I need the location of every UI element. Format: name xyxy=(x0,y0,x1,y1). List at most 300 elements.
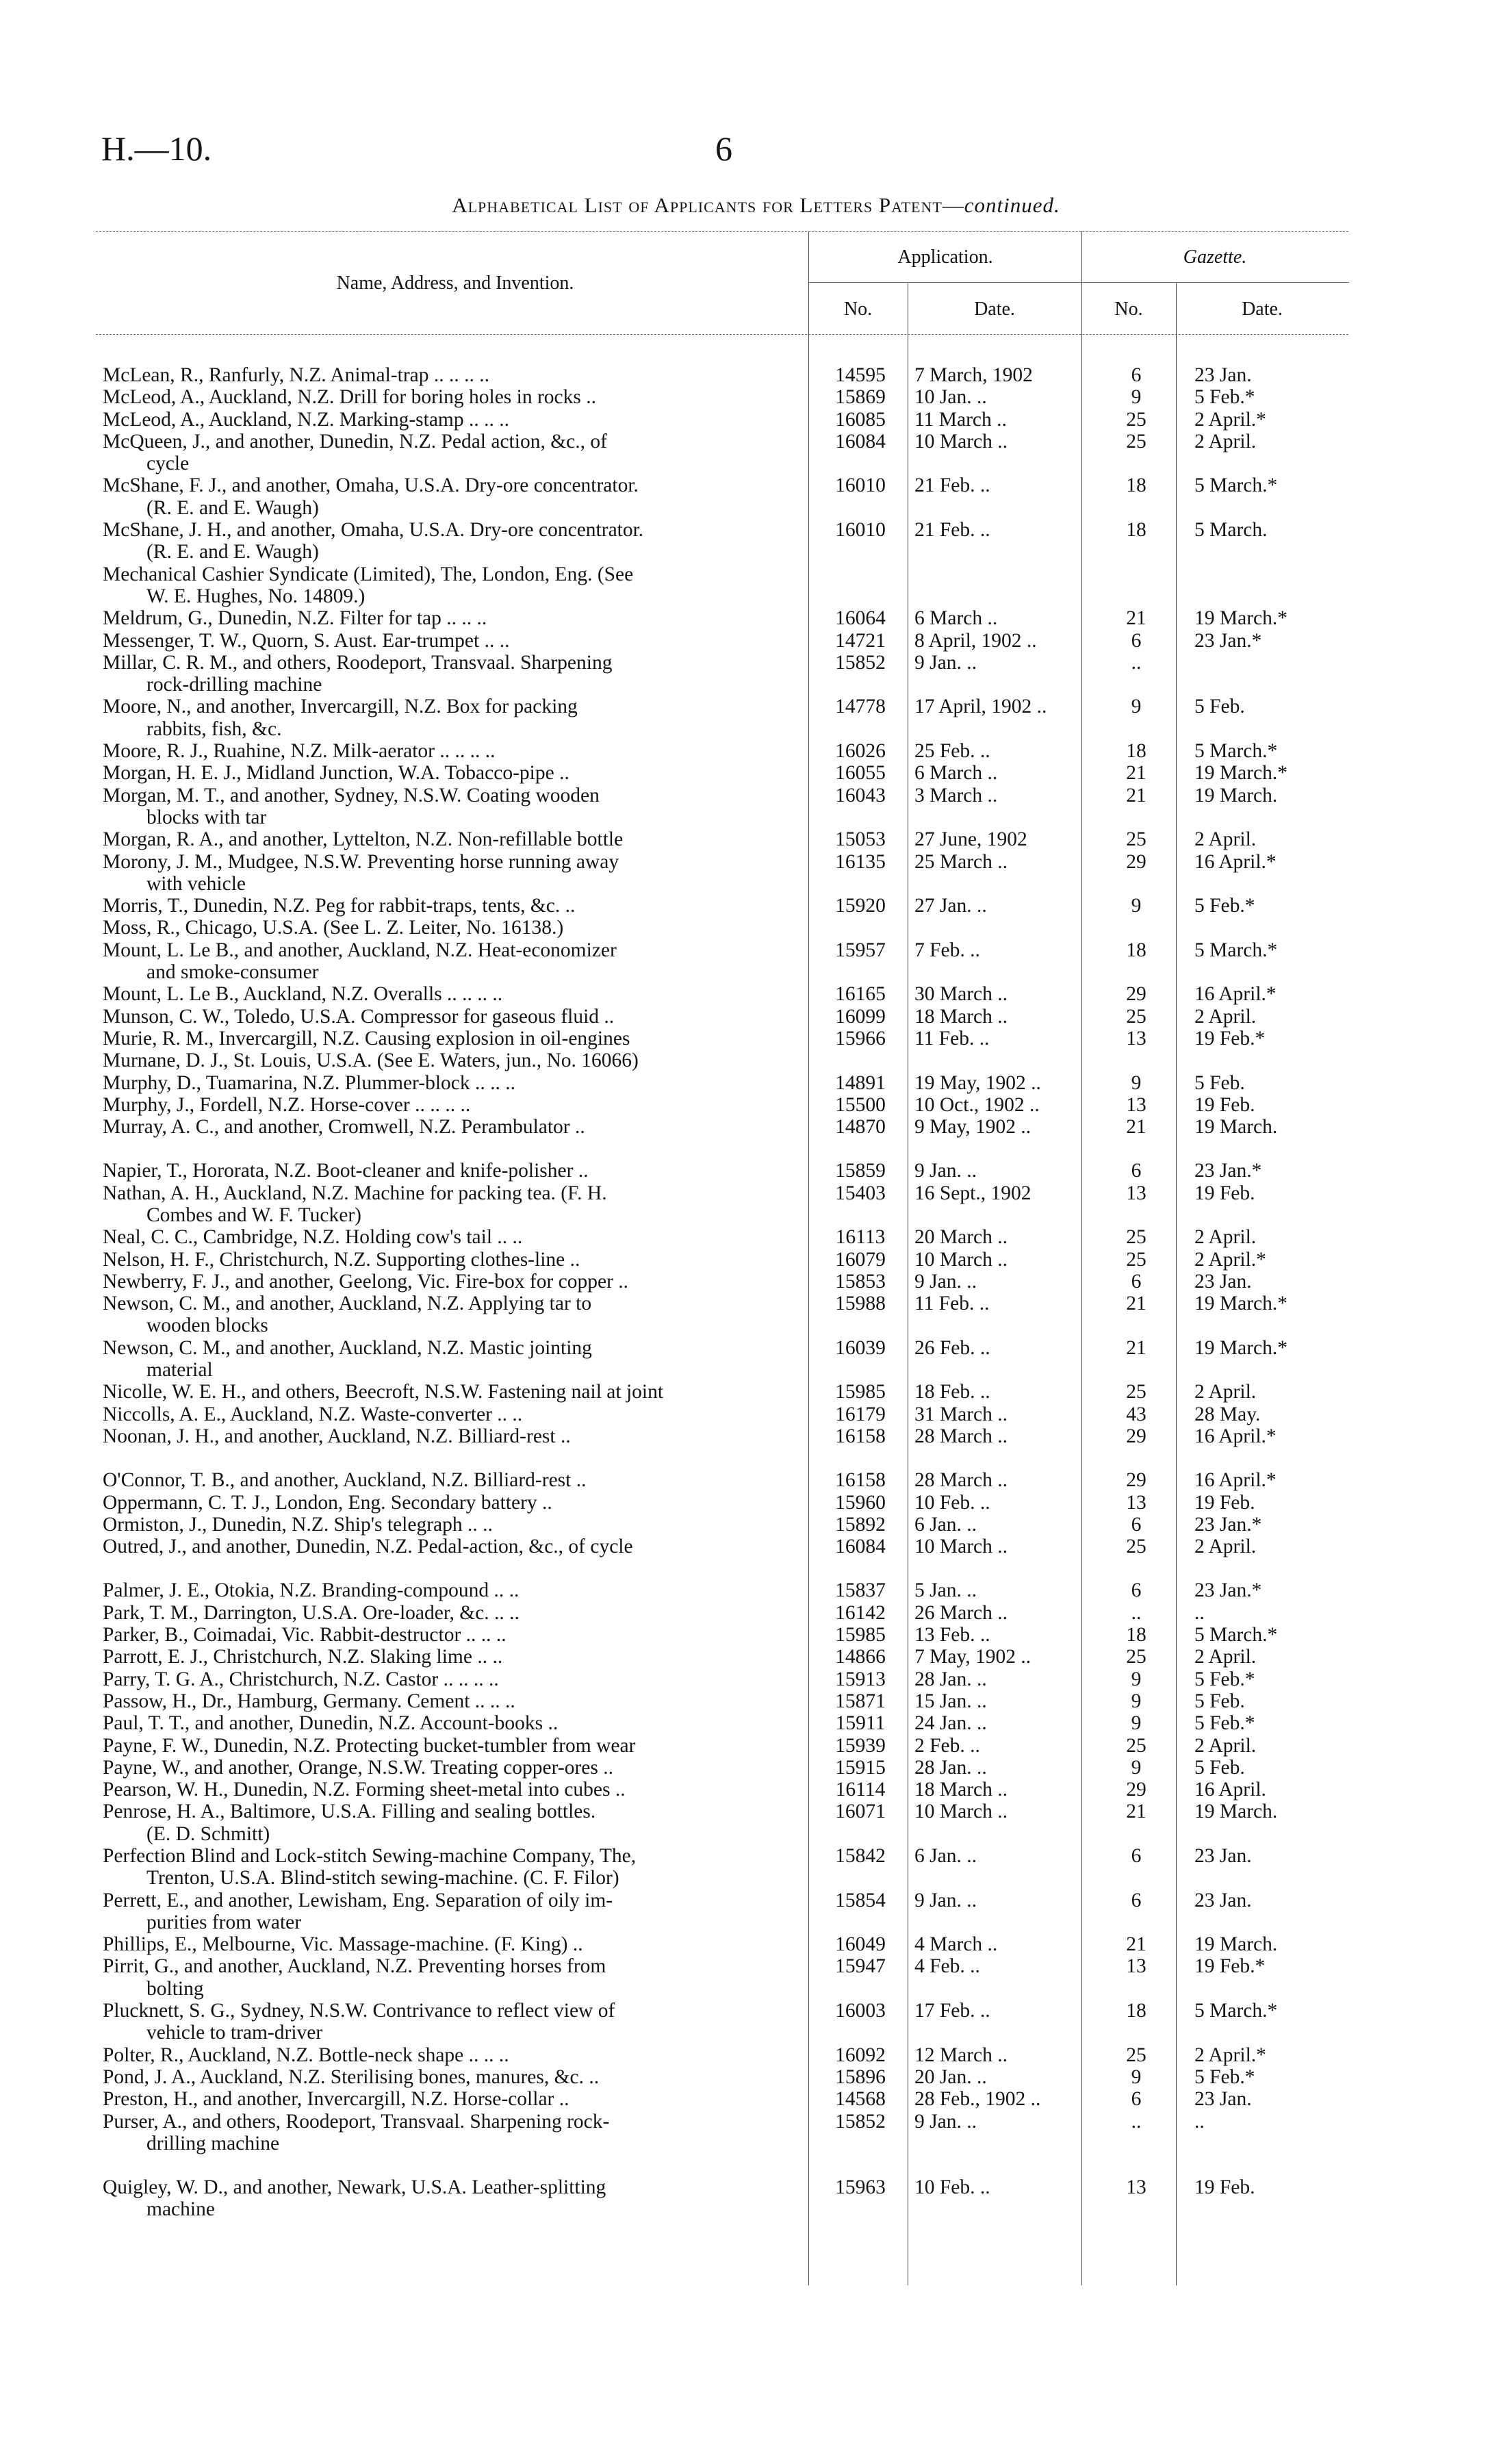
table-row xyxy=(0,386,1512,408)
gazette-number: 6 xyxy=(1131,1889,1142,1911)
gazette-number: 18 xyxy=(1126,474,1146,497)
title-suffix: continued. xyxy=(964,193,1060,217)
applicant-line-1: Paul, T. T., and another, Dunedin, N.Z. Account-books .. xyxy=(103,1712,559,1735)
applicant-line-1: Outred, J., and another, Dunedin, N.Z. Pedal-action, &c., of cycle xyxy=(103,1536,633,1558)
table-row xyxy=(0,1668,1512,1690)
applicant-line-1: Neal, C. C., Cambridge, N.Z. Holding cow's tail .. .. xyxy=(103,1226,523,1249)
applicant-line-1: Munson, C. W., Toledo, U.S.A. Compressor for gaseous fluid .. xyxy=(103,1005,615,1028)
applicant-entry xyxy=(103,2176,799,2221)
gazette-date: 16 April.* xyxy=(1194,1469,1277,1492)
application-number: 16084 xyxy=(835,1536,886,1558)
applicant-entry xyxy=(103,1050,799,1071)
applicant-entry xyxy=(103,917,799,939)
applicant-line-1: McQueen, J., and another, Dunedin, N.Z. Pedal action, &c., of xyxy=(103,430,607,453)
gazette-date: 23 Jan. xyxy=(1194,364,1252,386)
applicant-entry xyxy=(103,1381,799,1403)
application-date: 31 March .. xyxy=(914,1403,1008,1425)
gazette-date: 2 April. xyxy=(1194,1646,1257,1668)
gazette-number: 6 xyxy=(1131,1513,1142,1536)
gazette-date: 19 Feb. xyxy=(1194,1491,1255,1514)
table-row xyxy=(0,1690,1512,1712)
table-row xyxy=(0,2044,1512,2066)
applicant-line-1: Plucknett, S. G., Sydney, N.S.W. Contrivance to reflect view of xyxy=(103,2000,615,2022)
gazette-number: 13 xyxy=(1126,1027,1146,1050)
gazette-date: 23 Jan. xyxy=(1194,2088,1252,2111)
gazette-date: 19 March. xyxy=(1194,1801,1278,1823)
table-row xyxy=(0,1116,1512,1138)
applicant-line-1: McLeod, A., Auckland, N.Z. Drill for boring holes in rocks .. xyxy=(103,386,596,409)
applicant-entry xyxy=(103,762,799,784)
gazette-number: 18 xyxy=(1126,2000,1146,2022)
gazette-number: 9 xyxy=(1131,1668,1142,1690)
applicant-line-1: Newberry, F. J., and another, Geelong, Vic. Fire-box for copper .. xyxy=(103,1270,629,1293)
application-number: 16049 xyxy=(835,1933,886,1956)
header-gaz-date: Date. xyxy=(1242,298,1283,320)
gazette-number: 25 xyxy=(1126,1005,1146,1028)
application-number: 16113 xyxy=(835,1226,886,1249)
application-number: 15957 xyxy=(835,939,886,961)
application-date: 25 Feb. .. xyxy=(914,740,990,763)
application-date: 18 March .. xyxy=(914,1005,1008,1028)
applicant-entry xyxy=(103,1801,799,1845)
applicant-entry xyxy=(103,1890,799,1934)
header-bottom-rule xyxy=(96,334,1348,335)
header-name: Name, Address, and Invention. xyxy=(336,272,574,294)
application-number: 15853 xyxy=(835,1270,886,1293)
application-number: 15852 xyxy=(835,651,886,674)
application-date: 9 Jan. .. xyxy=(914,2110,977,2133)
application-date: 15 Jan. .. xyxy=(914,1690,987,1712)
gazette-number: 6 xyxy=(1131,629,1142,652)
applicant-line-2: (R. E. and E. Waugh) xyxy=(146,496,319,519)
table-row xyxy=(0,1933,1512,1955)
application-date: 3 March .. xyxy=(914,784,998,806)
applicant-line-1: Mechanical Cashier Syndicate (Limited), The, London, Eng. (See xyxy=(103,563,634,585)
applicant-line-1: McShane, J. H., and another, Omaha, U.S.A. Dry-ore concentrator. xyxy=(103,519,644,542)
applicant-entry xyxy=(103,1933,799,1955)
applicant-line-1: Palmer, J. E., Otokia, N.Z. Branding-compound .. .. xyxy=(103,1579,520,1602)
header-app-no: No. xyxy=(843,298,873,320)
applicant-entry xyxy=(103,895,799,917)
table-row xyxy=(0,409,1512,431)
applicant-entry xyxy=(103,1757,799,1779)
applicant-entry xyxy=(103,630,799,652)
application-number: 15869 xyxy=(835,386,886,409)
applicant-list xyxy=(0,364,1512,2221)
application-number: 16085 xyxy=(835,408,886,431)
gazette-number: .. xyxy=(1131,2110,1142,2133)
applicant-line-2: Combes and W. F. Tucker) xyxy=(146,1204,361,1226)
gazette-date: 2 April. xyxy=(1194,1734,1257,1757)
application-number: 16064 xyxy=(835,607,886,630)
applicant-line-1: Quigley, W. D., and another, Newark, U.S.A. Leather-splitting xyxy=(103,2176,606,2199)
application-number: 16158 xyxy=(835,1425,886,1447)
application-number: 16043 xyxy=(835,784,886,806)
applicant-line-2: and smoke-consumer xyxy=(146,961,319,984)
applicant-entry xyxy=(103,1182,799,1227)
header-app-date: Date. xyxy=(974,298,1015,320)
table-row xyxy=(0,785,1512,829)
application-date: 10 March .. xyxy=(914,1248,1008,1271)
gazette-number: 25 xyxy=(1126,1734,1146,1757)
gazette-number: 6 xyxy=(1131,2088,1142,2111)
gazette-number: .. xyxy=(1131,651,1142,674)
gazette-number: 9 xyxy=(1131,1690,1142,1712)
applicant-line-1: Nelson, H. F., Christchurch, N.Z. Supporting clothes-line .. xyxy=(103,1248,580,1271)
section-gap xyxy=(0,2154,1512,2176)
applicant-line-1: Passow, H., Dr., Hamburg, Germany. Cement .. .. .. xyxy=(103,1690,515,1712)
table-row xyxy=(0,1072,1512,1094)
application-number: 15892 xyxy=(835,1513,886,1536)
gazette-date: 19 March.* xyxy=(1194,1293,1287,1315)
application-date: 10 March .. xyxy=(914,1536,1008,1558)
applicant-line-1: Mount, L. Le B., and another, Auckland, N.Z. Heat-economizer xyxy=(103,939,617,961)
applicant-line-1: Napier, T., Hororata, N.Z. Boot-cleaner and knife-polisher .. xyxy=(103,1160,589,1182)
application-number: 16114 xyxy=(835,1779,886,1801)
application-date: 7 Feb. .. xyxy=(914,939,980,961)
table-row xyxy=(0,563,1512,608)
gazette-date: 19 Feb.* xyxy=(1194,1955,1266,1978)
table-row xyxy=(0,983,1512,1005)
applicant-entry xyxy=(103,431,799,475)
application-number: 14866 xyxy=(835,1646,886,1668)
application-date: 16 Sept., 1902 xyxy=(914,1182,1032,1204)
applicant-entry xyxy=(103,364,799,386)
applicant-line-2: blocks with tar xyxy=(146,806,267,828)
application-date: 26 Feb. .. xyxy=(914,1336,990,1359)
application-date: 28 Jan. .. xyxy=(914,1756,987,1779)
table-row xyxy=(0,2000,1512,2044)
gazette-date: 5 Feb.* xyxy=(1194,2065,1255,2088)
table-row xyxy=(0,1381,1512,1403)
applicant-entry xyxy=(103,652,799,696)
gazette-number: 9 xyxy=(1131,1756,1142,1779)
gazette-number: 9 xyxy=(1131,1712,1142,1735)
application-date: 19 May, 1902 .. xyxy=(914,1071,1041,1094)
applicant-line-1: Ormiston, J., Dunedin, N.Z. Ship's telegraph .. .. xyxy=(103,1513,493,1536)
applicant-entry xyxy=(103,1271,799,1293)
applicant-line-1: Perrett, E., and another, Lewisham, Eng. Separation of oily im- xyxy=(103,1889,613,1911)
applicant-line-1: McLeod, A., Auckland, N.Z. Marking-stamp .. .. .. xyxy=(103,408,510,431)
applicant-entry xyxy=(103,2044,799,2066)
table-row xyxy=(0,1182,1512,1227)
application-date: 9 Jan. .. xyxy=(914,1160,977,1182)
applicant-line-1: Pirrit, G., and another, Auckland, N.Z. Preventing horses from xyxy=(103,1955,606,1978)
application-number: 15500 xyxy=(835,1093,886,1116)
gazette-date: 5 Feb.* xyxy=(1194,1668,1255,1690)
applicant-entry xyxy=(103,1469,799,1491)
application-number: 16179 xyxy=(835,1403,886,1425)
applicant-entry xyxy=(103,1646,799,1668)
applicant-line-2: W. E. Hughes, No. 14809.) xyxy=(146,585,366,607)
table-row xyxy=(0,828,1512,850)
page-title xyxy=(0,193,1512,218)
gazette-date: .. xyxy=(1194,1601,1205,1624)
table-row xyxy=(0,607,1512,629)
application-date: 9 Jan. .. xyxy=(914,1889,977,1911)
table-row xyxy=(0,1160,1512,1182)
applicant-line-1: Nicolle, W. E. H., and others, Beecroft, N.S.W. Fastening nail at joint xyxy=(103,1381,664,1403)
table-row xyxy=(0,1425,1512,1447)
applicant-line-1: Parry, T. G. A., Christchurch, N.Z. Castor .. .. .. .. xyxy=(103,1668,499,1690)
gazette-number: 29 xyxy=(1126,1779,1146,1801)
applicant-line-1: Payne, W., and another, Orange, N.S.W. Treating copper-ores .. xyxy=(103,1756,613,1779)
gazette-number: 21 xyxy=(1126,1933,1146,1956)
applicant-entry xyxy=(103,1668,799,1690)
gazette-number: 6 xyxy=(1131,1270,1142,1293)
application-date: 9 Jan. .. xyxy=(914,1270,977,1293)
table-row xyxy=(0,1337,1512,1382)
table-row xyxy=(0,364,1512,386)
gazette-date: 19 March. xyxy=(1194,1116,1278,1139)
gazette-number: 29 xyxy=(1126,1425,1146,1447)
document-code: H.—10. xyxy=(101,129,212,168)
gazette-number: 9 xyxy=(1131,2065,1142,2088)
applicant-entry xyxy=(103,828,799,850)
application-date: 25 March .. xyxy=(914,850,1008,873)
application-number: 14891 xyxy=(835,1071,886,1094)
application-number: 16084 xyxy=(835,430,886,453)
applicant-entry xyxy=(103,1160,799,1182)
applicant-line-2: with vehicle xyxy=(146,872,246,895)
applicant-entry xyxy=(103,2066,799,2088)
application-date: 28 Feb., 1902 .. xyxy=(914,2088,1041,2111)
gazette-number: 21 xyxy=(1126,784,1146,806)
gazette-date: 5 March.* xyxy=(1194,939,1278,961)
application-date: 18 Feb. .. xyxy=(914,1381,990,1403)
applicant-line-1: Meldrum, G., Dunedin, N.Z. Filter for tap .. .. .. xyxy=(103,607,487,630)
applicant-entry xyxy=(103,1492,799,1514)
gazette-date: 5 Feb. xyxy=(1194,1071,1245,1094)
table-row xyxy=(0,1579,1512,1601)
table-row xyxy=(0,762,1512,784)
gazette-date: 19 Feb. xyxy=(1194,1182,1255,1204)
application-date: 28 March .. xyxy=(914,1469,1008,1492)
applicant-entry xyxy=(103,1249,799,1271)
gazette-number: 25 xyxy=(1126,1646,1146,1668)
applicant-line-1: Purser, A., and others, Roodeport, Transvaal. Sharpening rock- xyxy=(103,2110,610,2133)
gazette-date: 19 March.* xyxy=(1194,762,1287,785)
application-date: 10 March .. xyxy=(914,430,1008,453)
application-number: 15985 xyxy=(835,1381,886,1403)
application-date: 20 Jan. .. xyxy=(914,2065,987,2088)
applicant-entry xyxy=(103,1624,799,1646)
application-date: 4 Feb. .. xyxy=(914,1955,980,1978)
gazette-number: 29 xyxy=(1126,850,1146,873)
application-number: 15403 xyxy=(835,1182,886,1204)
gazette-number: 25 xyxy=(1126,1226,1146,1249)
gazette-date: 19 Feb. xyxy=(1194,1093,1255,1116)
table-top-rule xyxy=(96,231,1348,232)
table-row xyxy=(0,1845,1512,1890)
table-row xyxy=(0,1779,1512,1801)
application-date: 27 June, 1902 xyxy=(914,828,1027,851)
applicant-entry xyxy=(103,563,799,608)
table-row xyxy=(0,696,1512,740)
gazette-number: 9 xyxy=(1131,1071,1142,1094)
application-number: 16026 xyxy=(835,740,886,763)
gazette-number: 21 xyxy=(1126,1801,1146,1823)
gazette-number: .. xyxy=(1131,1601,1142,1624)
table-row xyxy=(0,1271,1512,1293)
gazette-date: 2 April.* xyxy=(1194,2044,1266,2066)
application-number: 16092 xyxy=(835,2044,886,2066)
table-row xyxy=(0,1890,1512,1934)
applicant-entry xyxy=(103,2000,799,2044)
applicant-line-1: Morris, T., Dunedin, N.Z. Peg for rabbit-traps, tents, &c. .. xyxy=(103,895,576,917)
gazette-number: 21 xyxy=(1126,1336,1146,1359)
application-date: 10 Feb. .. xyxy=(914,2176,990,2199)
applicant-line-2: Trenton, U.S.A. Blind-stitch sewing-machine. (C. F. Filor) xyxy=(146,1867,619,1890)
application-number: 15859 xyxy=(835,1160,886,1182)
applicant-entry xyxy=(103,1712,799,1734)
section-gap xyxy=(0,1138,1512,1160)
applicant-entry xyxy=(103,851,799,895)
application-date: 28 Jan. .. xyxy=(914,1668,987,1690)
applicant-line-2: machine xyxy=(146,2198,215,2221)
application-number: 14568 xyxy=(835,2088,886,2111)
gazette-date: 19 March. xyxy=(1194,1933,1278,1956)
applicant-line-1: Park, T. M., Darrington, U.S.A. Ore-loader, &c. .. .. xyxy=(103,1601,520,1624)
application-date: 17 April, 1902 .. xyxy=(914,696,1047,718)
table-row xyxy=(0,1624,1512,1646)
applicant-entry xyxy=(103,1293,799,1337)
table-row xyxy=(0,1249,1512,1271)
table-row xyxy=(0,1602,1512,1624)
gazette-date: 2 April. xyxy=(1194,1226,1257,1249)
applicant-line-1: O'Connor, T. B., and another, Auckland, N.Z. Billiard-rest .. xyxy=(103,1469,587,1492)
applicant-line-1: Murphy, D., Tuamarina, N.Z. Plummer-block .. .. .. xyxy=(103,1071,516,1094)
table-row xyxy=(0,1801,1512,1845)
page-number: 6 xyxy=(715,129,732,168)
table-row xyxy=(0,740,1512,762)
applicant-line-1: Perfection Blind and Lock-stitch Sewing-machine Company, The, xyxy=(103,1845,637,1867)
application-number: 15939 xyxy=(835,1734,886,1757)
table-row xyxy=(0,1028,1512,1050)
gazette-date: 23 Jan.* xyxy=(1194,1513,1262,1536)
gazette-number: 9 xyxy=(1131,386,1142,409)
applicant-line-2: purities from water xyxy=(146,1911,302,1933)
application-date: 24 Jan. .. xyxy=(914,1712,987,1735)
gazette-number: 21 xyxy=(1126,1293,1146,1315)
application-date: 20 March .. xyxy=(914,1226,1008,1249)
gazette-number: 18 xyxy=(1126,1624,1146,1646)
applicant-line-1: Pearson, W. H., Dunedin, N.Z. Forming sheet-metal into cubes .. xyxy=(103,1779,626,1801)
gazette-number: 25 xyxy=(1126,1381,1146,1403)
applicant-line-1: Murphy, J., Fordell, N.Z. Horse-cover .. .. .. .. xyxy=(103,1093,471,1116)
application-number: 15913 xyxy=(835,1668,886,1690)
applicant-entry xyxy=(103,1955,799,2000)
application-date: 30 March .. xyxy=(914,983,1008,1006)
application-number: 14595 xyxy=(835,364,886,386)
applicant-entry xyxy=(103,386,799,408)
applicant-line-2: material xyxy=(146,1359,213,1382)
applicant-line-2: drilling machine xyxy=(146,2132,280,2154)
gazette-number: 25 xyxy=(1126,1536,1146,1558)
application-number: 16039 xyxy=(835,1336,886,1359)
gazette-date: 23 Jan. xyxy=(1194,1845,1252,1867)
gazette-date: 19 March.* xyxy=(1194,1336,1287,1359)
gazette-date: 19 Feb.* xyxy=(1194,1027,1266,1050)
application-date: 6 Jan. .. xyxy=(914,1845,977,1867)
application-date: 11 Feb. .. xyxy=(914,1293,990,1315)
application-date: 12 March .. xyxy=(914,2044,1008,2066)
applicant-line-1: Millar, C. R. M., and others, Roodeport, Transvaal. Sharpening xyxy=(103,651,613,674)
gazette-date: 16 April.* xyxy=(1194,983,1277,1006)
gazette-number: 29 xyxy=(1126,983,1146,1006)
applicant-line-1: Moore, R. J., Ruahine, N.Z. Milk-aerator .. .. .. .. xyxy=(103,740,496,763)
applicant-entry xyxy=(103,785,799,829)
table-row xyxy=(0,895,1512,917)
applicant-line-1: Morony, J. M., Mudgee, N.S.W. Preventing horse running away xyxy=(103,850,619,873)
application-date: 28 March .. xyxy=(914,1425,1008,1447)
table-row xyxy=(0,2111,1512,2155)
applicant-line-1: Moore, N., and another, Invercargill, N.Z. Box for packing xyxy=(103,696,578,718)
application-number: 15988 xyxy=(835,1293,886,1315)
gazette-date: 2 April.* xyxy=(1194,1248,1266,1271)
gazette-date: 2 April.* xyxy=(1194,408,1266,431)
applicant-entry xyxy=(103,2111,799,2155)
application-number: 16142 xyxy=(835,1601,886,1624)
application-number: 16099 xyxy=(835,1005,886,1028)
table-row xyxy=(0,1050,1512,1071)
application-number: 16079 xyxy=(835,1248,886,1271)
applicant-line-2: rabbits, fish, &c. xyxy=(146,717,282,740)
header-application: Application. xyxy=(897,246,993,268)
applicant-entry xyxy=(103,1006,799,1028)
application-date: 13 Feb. .. xyxy=(914,1624,990,1646)
gazette-number: 6 xyxy=(1131,1579,1142,1602)
application-number: 15947 xyxy=(835,1955,886,1978)
table-row xyxy=(0,1712,1512,1734)
gazette-number: 13 xyxy=(1126,1955,1146,1978)
gazette-date: 5 Feb.* xyxy=(1194,895,1255,917)
table-row xyxy=(0,1293,1512,1337)
gazette-date: 2 April. xyxy=(1194,1005,1257,1028)
application-date: 7 May, 1902 .. xyxy=(914,1646,1032,1668)
applicant-entry xyxy=(103,1094,799,1116)
gazette-number: 9 xyxy=(1131,895,1142,917)
applicant-entry xyxy=(103,1116,799,1138)
table-row xyxy=(0,851,1512,895)
applicant-line-1: Penrose, H. A., Baltimore, U.S.A. Filling and sealing bottles. xyxy=(103,1801,596,1823)
applicant-entry xyxy=(103,1536,799,1557)
gazette-number: 13 xyxy=(1126,2176,1146,2199)
gazette-date: 16 April.* xyxy=(1194,1425,1277,1447)
applicant-line-2: rock-drilling machine xyxy=(146,674,322,696)
gazette-date: 19 Feb. xyxy=(1194,2176,1255,2199)
application-number: 15960 xyxy=(835,1491,886,1514)
gazette-date: 23 Jan. xyxy=(1194,1889,1252,1911)
applicant-entry xyxy=(103,1337,799,1382)
application-date: 10 Oct., 1902 .. xyxy=(914,1093,1040,1116)
gazette-date: 5 Feb.* xyxy=(1194,1712,1255,1735)
gazette-date: 2 April. xyxy=(1194,1536,1257,1558)
applicant-entry xyxy=(103,1028,799,1050)
applicant-entry xyxy=(103,1602,799,1624)
table-row xyxy=(0,1735,1512,1757)
application-number: 16165 xyxy=(835,983,886,1006)
application-number: 15852 xyxy=(835,2110,886,2133)
applicant-line-1: Polter, R., Auckland, N.Z. Bottle-neck shape .. .. .. xyxy=(103,2044,509,2066)
application-date: 5 Jan. .. xyxy=(914,1579,977,1602)
gazette-date: 5 March.* xyxy=(1194,1624,1278,1646)
application-number: 15053 xyxy=(835,828,886,851)
gazette-number: 25 xyxy=(1126,1248,1146,1271)
table-row xyxy=(0,1403,1512,1425)
application-date: 9 May, 1902 .. xyxy=(914,1116,1032,1139)
applicant-entry xyxy=(103,409,799,431)
